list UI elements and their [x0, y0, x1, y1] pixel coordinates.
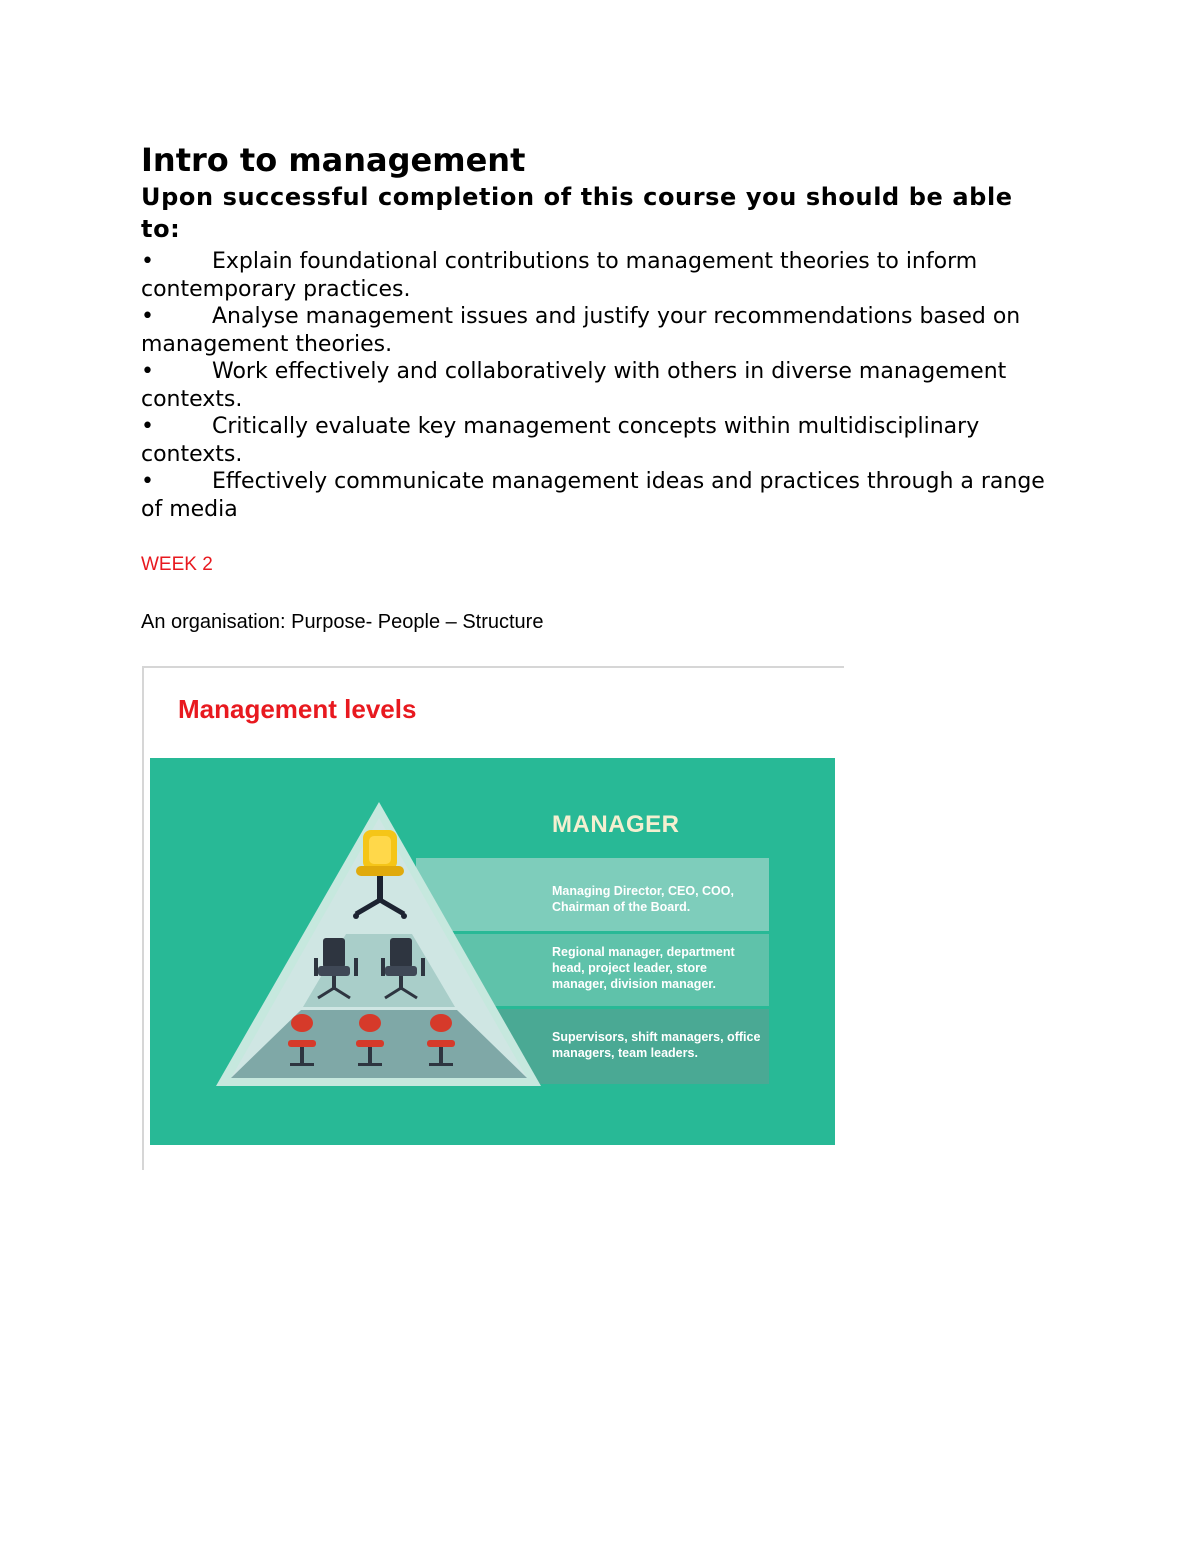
- objective-text: Work effectively and collaboratively with others in diverse management contexts.: [141, 359, 1007, 412]
- bullet: •: [141, 249, 154, 274]
- objectives-list: [141, 248, 1051, 523]
- list-item: [141, 358, 1051, 413]
- level-label-middle: Regional manager, department head, project leader, store manager, division manager.: [552, 945, 735, 991]
- objective-text: Analyse management issues and justify your recommendations based on management theories.: [141, 304, 1021, 357]
- objective-text: Effectively communicate management ideas and practices through a range of media: [141, 469, 1045, 522]
- level-label-bottom: Supervisors, shift managers, office managers, team leaders.: [552, 1030, 761, 1060]
- bullet: •: [141, 414, 154, 439]
- slide-title: Management levels: [178, 694, 417, 724]
- list-item: [141, 413, 1051, 468]
- bullet: •: [141, 469, 154, 494]
- list-item: [141, 303, 1051, 358]
- week-label: WEEK 2: [141, 554, 213, 575]
- objective-text: Critically evaluate key management concepts within multidisciplinary contexts.: [141, 414, 980, 467]
- level-label-top: Managing Director, CEO, COO, Chairman of the Board.: [552, 884, 734, 914]
- document-title: Intro to management: [141, 141, 526, 179]
- list-item: [141, 468, 1051, 523]
- bullet: •: [141, 359, 154, 384]
- objective-text: Explain foundational contributions to management theories to inform contemporary practices.: [141, 249, 978, 302]
- organisation-line: An organisation: Purpose- People – Structure: [141, 611, 544, 633]
- list-item: [141, 248, 1051, 303]
- bullet: •: [141, 304, 154, 329]
- document-subtitle: Upon successful completion of this course you should be able to:: [141, 183, 1013, 243]
- manager-heading: MANAGER: [552, 811, 680, 838]
